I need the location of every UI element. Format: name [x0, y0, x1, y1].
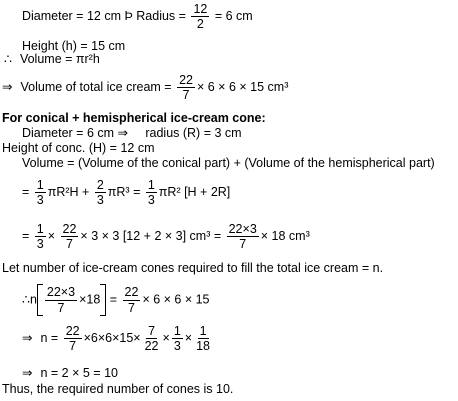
implies-arrow-icon: ⇒ [22, 366, 33, 380]
cone-diameter-line: Diameter = 6 cm ⇒ radius (R) = 3 cm [22, 126, 242, 140]
fraction: $\frac{1}{18}$ [196, 324, 210, 354]
fraction: $\frac{22\times 3}{7}$ [228, 222, 257, 252]
fraction: $\frac{22\times 3}{7}$ [46, 285, 76, 315]
cone-height-line: Height of conc. (H) = 12 cm [2, 141, 155, 155]
volume-expression-line: = $\frac{1}{3}$ πR²H + $\frac{2}{3}$ πR³ = $\frac{1}{3}$ πR² [H + 2R] [22, 178, 231, 208]
volume-formula-line: ∴ Volume = πr²h [4, 52, 100, 66]
fraction: $\frac{1}{3}$ [173, 324, 181, 354]
therefore-icon: ∴ [4, 52, 12, 66]
volume-calculation-line: = $\frac{1}{3}$ × $\frac{22}{7}$ × 3 × 3 [12 + 2 × 3] cm³ = $\frac{22\times 3}{7}$ × 18 cm³ [22, 222, 310, 252]
n-result-line: ⇒ n = 2 × 5 = 10 [22, 366, 118, 380]
fraction: $\frac{22}{7}$ [65, 324, 80, 354]
implies-arrow-icon: ⇒ [2, 80, 13, 95]
diameter-radius-line [22, 2, 253, 32]
fraction: $\frac{1}{3}$ [36, 222, 44, 252]
implies-arrow-icon: ⇒ [22, 331, 33, 346]
n-solve-line: ⇒ n = $\frac{22}{7}$ ×6×6×15× $\frac{7}{22}$ × $\frac{1}{3}$ × $\frac{1}{18}$ [22, 324, 210, 354]
height-line: Height (h) = 15 cm [22, 39, 126, 53]
equation-line: ∴n $\frac{22\times 3}{7}$ ×18 = $\frac{22}{7}$ × 6 × 6 × 15 [22, 285, 210, 315]
line-text: = 6 cm [211, 9, 253, 24]
left-bracket-icon [37, 284, 43, 316]
fraction: $\frac{12}{2}$ [193, 2, 208, 32]
total-volume-line: ⇒ Volume of total ice cream = $\frac{22}{7}$ × 6 × 6 × 15 cm³ [2, 73, 289, 103]
fraction: $\frac{1}{3}$ [147, 178, 155, 208]
fraction: $\frac{22}{7}$ [124, 285, 139, 315]
fraction: $\frac{1}{3}$ [36, 178, 44, 208]
conclusion-line: Thus, the required number of cones is 10. [2, 382, 234, 396]
therefore-icon: ∴ [22, 292, 30, 307]
fraction: $\frac{22}{7}$ [62, 222, 77, 252]
line-text: Diameter = 12 cm Þ Radius = [22, 9, 190, 24]
volume-definition-line: Volume = (Volume of the conical part) + (Volume of the hemispherical part) [22, 156, 435, 170]
section-heading: For conical + hemispherical ice-cream cone: [2, 111, 266, 125]
fraction: $\frac{2}{3}$ [96, 178, 104, 208]
fraction: $\frac{22}{7}$ [179, 73, 193, 103]
fraction: $\frac{7}{22}$ [144, 324, 159, 354]
number-of-cones-line: Let number of ice-cream cones required to fill the total ice cream = n. [2, 261, 384, 275]
